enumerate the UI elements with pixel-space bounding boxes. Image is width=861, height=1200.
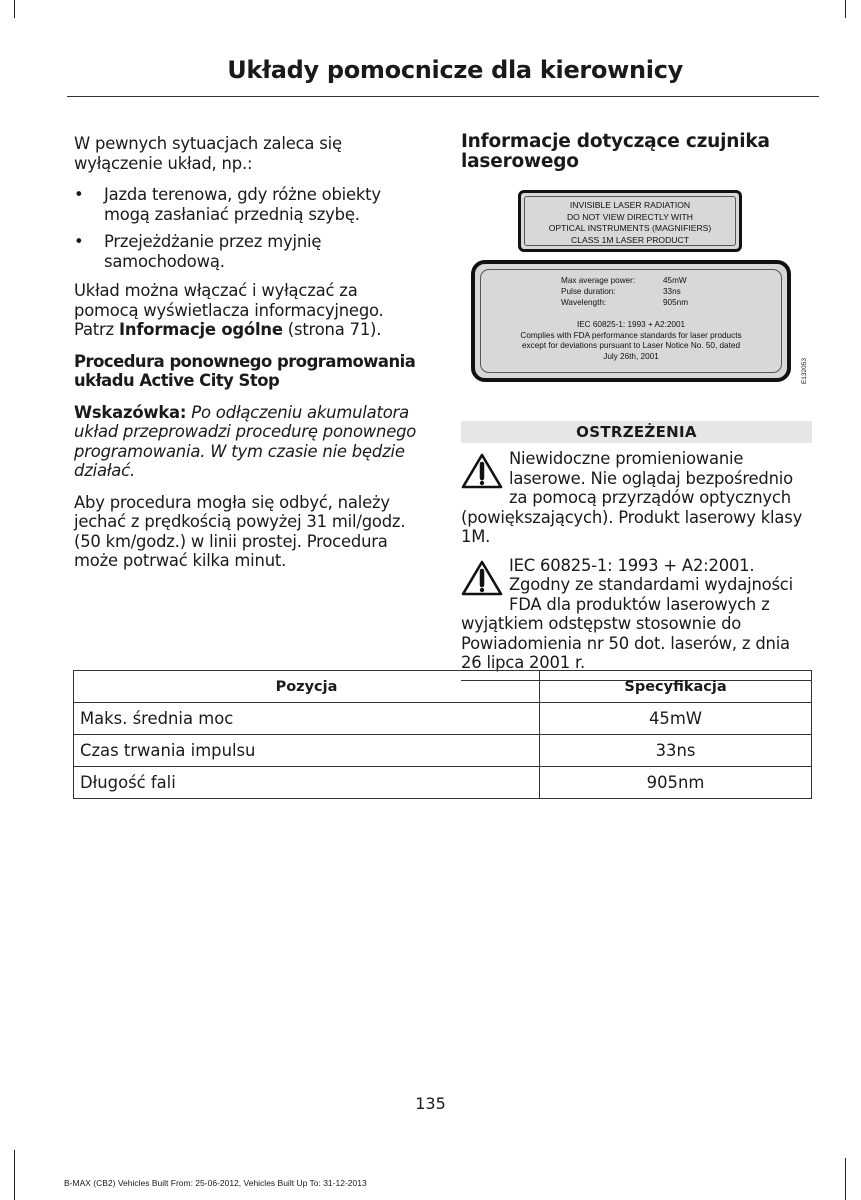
label-spec-key: Wavelength: (561, 298, 607, 307)
label-spec-row (561, 276, 687, 287)
table-header-row (74, 671, 812, 703)
list-item (74, 185, 426, 224)
list-item-text: Jazda terenowa, gdy różne obiekty mogą zasłaniać przednią szybę. (104, 185, 381, 224)
label-spec-value: 905nm (663, 298, 689, 307)
label-line: DO NOT VIEW DIRECTLY WITH (566, 211, 694, 222)
bullet-marker: • (74, 232, 84, 251)
label-line: INVISIBLE LASER RADIATION (569, 200, 691, 210)
label-spec-key: Max average power: (561, 276, 636, 285)
note-paragraph (74, 403, 426, 481)
column-header: Specyfikacja (540, 671, 812, 703)
label-spec-value: 33ns (663, 287, 681, 296)
intro-paragraph: W pewnych sytuacjach zaleca się wyłączenie układ, np.: (74, 134, 342, 173)
table-cell: Długość fali (74, 767, 540, 799)
procedure-paragraph: Aby procedura mogła się odbyć, należy jechać z prędkością powyżej 31 mil/godz. (50 km/godz.) w linii prostej. Procedura może potrwać kilka minut. (74, 492, 406, 570)
label-compliance-text (495, 320, 767, 362)
cross-reference-link[interactable]: Informacje ogólne (118, 320, 283, 339)
warning-text: Niewidoczne promieniowanie laserowe. Nie oglądaj bezpośrednio za pomocą przyrządów optycznych (powiększających). Produkt laserowy klasy 1M. (461, 449, 803, 546)
header-divider (67, 96, 819, 97)
warning-item (461, 556, 812, 673)
warning-triangle-icon (461, 453, 503, 489)
label-line: IEC 60825-1: 1993 + A2:2001 (576, 320, 686, 329)
list-item (74, 232, 426, 271)
crop-mark (845, 0, 846, 18)
section-title: Informacje dotyczące czujnika laserowego (461, 131, 770, 172)
laser-label-figure (471, 190, 808, 390)
label-line: CLASS 1M LASER PRODUCT (571, 234, 689, 245)
toggle-paragraph (74, 281, 426, 340)
footer-text: B-MAX (CB2) Vehicles Built From: 25-06-2012, Vehicles Built Up To: 31-12-2013 (64, 1178, 367, 1188)
bullet-marker: • (74, 185, 84, 204)
label-spec-value: 45mW (663, 276, 687, 285)
bullet-list (74, 185, 426, 271)
right-column (461, 132, 812, 681)
note-text: Po odłączeniu akumulatora układ przeprowadzi procedurę ponownego programowania. W tym czasie nie będzie działać. (74, 402, 417, 480)
label-spec-row (561, 298, 688, 309)
label-line: July 26th, 2001 (603, 351, 659, 361)
list-item-text: Przejeżdżanie przez myjnię samochodową. (104, 232, 322, 271)
crop-mark (14, 0, 15, 18)
page-number: 135 (415, 1094, 446, 1113)
table-row (74, 767, 812, 799)
label-line: Complies with FDA performance standards for laser products (520, 330, 742, 340)
paragraph-text: Układ można włączać i wyłączać za pomocą wyświetlacza informacyjnego. Patrz (74, 281, 384, 339)
warnings-heading: OSTRZEŻENIA (461, 421, 812, 443)
label-spec-row (561, 287, 681, 298)
table-row (74, 703, 812, 735)
label-spec-key: Pulse duration: (561, 287, 616, 296)
table-cell: 33ns (540, 735, 812, 767)
crop-mark (14, 1150, 15, 1200)
label-line: OPTICAL INSTRUMENTS (MAGNIFIERS) (548, 223, 712, 233)
paragraph-text: (strona 71). (282, 320, 382, 339)
table-cell: 45mW (540, 703, 812, 735)
warning-item (461, 449, 812, 547)
figure-code: E132053 (801, 358, 808, 385)
note-label: Wskazówka: (74, 402, 187, 422)
spec-table (73, 670, 812, 799)
column-header: Pozycja (74, 671, 540, 703)
subheading: Procedura ponownego programowania układu Active City Stop (74, 351, 416, 390)
table-cell: Maks. średnia moc (74, 703, 540, 735)
table-cell: Czas trwania impulsu (74, 735, 540, 767)
crop-mark (845, 1158, 846, 1200)
table-cell: 905nm (540, 767, 812, 799)
label-line: except for deviations pursuant to Laser Notice No. 50, dated (521, 341, 740, 350)
warning-triangle-icon (461, 560, 503, 596)
warning-text: IEC 60825-1: 1993 + A2:2001. Zgodny ze standardami wydajności FDA dla produktów laserowych z wyjątkiem odstępstw stosownie do Powiadomienia nr 50 dot. laserów, z dnia 26 lipca 2001 r. (461, 555, 793, 672)
table-row (74, 735, 812, 767)
laser-warning-label (518, 190, 742, 252)
laser-spec-label (471, 260, 791, 382)
left-column (74, 134, 426, 583)
page-title: Układy pomocnicze dla kierownicy (227, 56, 683, 84)
